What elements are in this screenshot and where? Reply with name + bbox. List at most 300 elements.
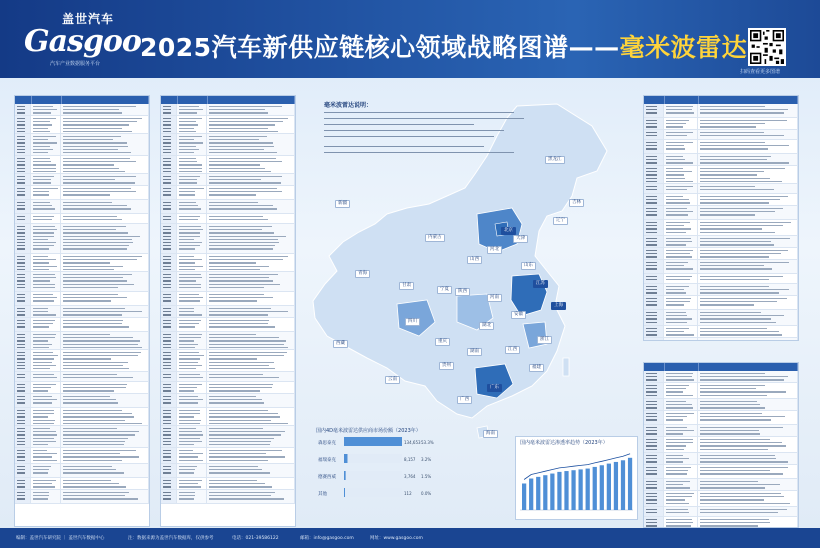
text-line <box>33 219 52 220</box>
supplier-cell <box>61 350 149 371</box>
supplier-cell <box>61 224 149 253</box>
province-label[interactable]: 湖北 <box>479 322 494 330</box>
table-row <box>161 426 295 448</box>
text-line <box>666 388 686 389</box>
text-line <box>63 152 131 153</box>
supplier-cell <box>31 426 61 447</box>
text-line <box>17 242 25 243</box>
text-line <box>700 340 765 341</box>
text-line <box>33 294 53 295</box>
text-line <box>700 159 767 160</box>
gasgoo-logo[interactable] <box>22 10 141 70</box>
text-line <box>33 438 54 439</box>
province-label[interactable]: 宁夏 <box>437 286 452 294</box>
text-line <box>700 467 788 468</box>
text-line <box>209 171 271 172</box>
text-line <box>17 337 25 338</box>
category-cell <box>15 318 31 331</box>
text-line <box>63 128 122 129</box>
category-cell <box>161 254 177 271</box>
text-line <box>63 413 132 414</box>
text-line <box>33 355 58 356</box>
text-line <box>33 323 53 324</box>
category-cell <box>15 224 31 253</box>
text-line <box>700 404 760 405</box>
text-line <box>63 232 128 233</box>
table-row <box>161 156 295 174</box>
province-label[interactable]: 山东 <box>521 262 536 270</box>
text-line <box>63 297 127 298</box>
poster-title <box>140 28 747 64</box>
text-line <box>700 430 759 431</box>
supplier-cell <box>664 140 698 153</box>
text-line <box>700 373 765 374</box>
supplier-cell <box>31 448 61 463</box>
text-line <box>17 269 25 270</box>
text-line <box>209 191 282 192</box>
text-line <box>33 402 52 403</box>
category-cell <box>161 224 177 253</box>
text-line <box>179 256 194 257</box>
text-line <box>17 300 25 301</box>
text-line <box>179 423 200 424</box>
text-line <box>63 136 121 137</box>
text-line <box>700 315 784 316</box>
text-line <box>700 379 784 380</box>
province-label[interactable]: 西藏 <box>333 340 348 348</box>
table-row <box>15 464 149 478</box>
text-line <box>700 174 757 175</box>
supplier-cell <box>177 306 207 317</box>
market-value: 8,157 <box>404 457 416 462</box>
market-chart-title: 国内4D毫米波雷达供应商市场份额（2023年） <box>316 428 421 434</box>
supplier-cell <box>698 399 798 410</box>
text-line <box>646 244 657 245</box>
market-value: 134,653 <box>404 440 421 445</box>
text-line <box>666 268 693 269</box>
supplier-cell <box>664 118 698 129</box>
text-line <box>33 106 53 107</box>
province-label[interactable]: 内蒙古 <box>425 234 445 242</box>
text-line <box>33 314 56 315</box>
text-line <box>17 431 25 432</box>
text-line <box>17 326 25 327</box>
text-line <box>700 171 764 172</box>
province-label[interactable]: 浙江 <box>537 336 552 344</box>
province-label[interactable]: 青海 <box>355 270 370 278</box>
text-line <box>209 109 265 110</box>
text-line <box>646 199 657 200</box>
province-label[interactable]: 天津 <box>513 235 528 243</box>
market-bar-track <box>344 471 402 480</box>
text-line <box>646 419 657 420</box>
text-line <box>666 171 692 172</box>
table-row <box>644 399 798 411</box>
province-label[interactable]: 北京 <box>501 227 516 235</box>
province-label[interactable]: 安徽 <box>511 311 526 319</box>
category-cell <box>161 350 177 371</box>
text-line <box>700 178 770 179</box>
text-line <box>33 413 54 414</box>
supplier-cell <box>664 507 698 516</box>
table-row <box>161 350 295 372</box>
text-line <box>179 280 196 281</box>
province-label[interactable]: 海南 <box>483 430 498 438</box>
table-row <box>644 220 798 236</box>
text-line <box>209 128 268 129</box>
category-cell <box>15 478 31 489</box>
province-label[interactable]: 广东 <box>487 384 502 392</box>
text-line <box>666 238 691 239</box>
table-header <box>644 363 798 371</box>
text-line <box>209 284 280 285</box>
text-line <box>179 390 194 391</box>
text-line <box>666 318 692 319</box>
text-line <box>179 365 202 366</box>
supplier-cell <box>698 166 798 183</box>
supplier-cell <box>31 272 61 291</box>
text-line <box>63 308 125 309</box>
text-line <box>63 431 139 432</box>
text-line <box>646 202 657 203</box>
text-line <box>179 179 197 180</box>
text-line <box>33 124 52 125</box>
text-line <box>33 158 50 159</box>
text-line <box>700 328 767 329</box>
category-cell <box>15 382 31 393</box>
text-line <box>209 297 273 298</box>
text-line <box>179 229 203 230</box>
text-line <box>33 287 55 288</box>
category-cell <box>161 306 177 317</box>
text-line <box>179 131 196 132</box>
text-line <box>17 347 25 348</box>
supplier-cell <box>664 274 698 283</box>
table-row <box>644 383 798 399</box>
text-line <box>209 434 281 435</box>
text-line <box>179 420 201 421</box>
text-line <box>209 334 256 335</box>
supplier-cell <box>61 382 149 393</box>
supplier-cell <box>31 490 61 503</box>
province-label[interactable]: 江苏 <box>533 280 548 288</box>
table-row <box>644 104 798 118</box>
text-line <box>33 441 56 442</box>
supplier-cell <box>31 372 61 381</box>
text-line <box>666 503 689 504</box>
text-line <box>646 268 657 269</box>
text-line <box>700 186 755 187</box>
text-line <box>646 109 657 110</box>
text-line <box>33 136 56 137</box>
trend-bar <box>593 467 597 510</box>
province-label[interactable]: 河北 <box>487 246 502 254</box>
text-line <box>666 481 690 482</box>
text-line <box>666 419 683 420</box>
province-label[interactable]: 上海 <box>551 302 566 310</box>
text-line <box>33 384 56 385</box>
text-line <box>179 483 198 484</box>
text-line <box>17 486 25 487</box>
text-line <box>33 308 48 309</box>
text-line <box>646 484 657 485</box>
table-row <box>161 224 295 254</box>
category-cell <box>15 306 31 317</box>
text-line <box>17 320 25 321</box>
text-line <box>63 469 116 470</box>
category-cell <box>15 332 31 349</box>
supplier-cell <box>177 186 207 199</box>
province-label[interactable]: 陕西 <box>455 288 470 296</box>
text-line <box>63 112 122 113</box>
supplier-table-right-2 <box>643 362 799 528</box>
text-line <box>179 399 203 400</box>
text-line <box>33 410 54 411</box>
footer-website[interactable]: 网址：www.gasgoo.com <box>370 536 423 541</box>
text-line <box>63 202 112 203</box>
supplier-cell <box>664 310 698 325</box>
text-line <box>17 344 25 345</box>
text-line <box>17 139 25 140</box>
text-line <box>646 148 657 149</box>
table-row <box>644 296 798 310</box>
text-line <box>700 439 770 440</box>
text-line <box>17 402 25 403</box>
market-row-label: 福瑞泰克 <box>318 458 336 463</box>
text-line <box>17 216 25 217</box>
category-cell <box>644 453 664 464</box>
text-line <box>33 423 54 424</box>
province-label[interactable]: 广西 <box>457 396 472 404</box>
penetration-trend-chart <box>515 436 638 520</box>
text-line <box>179 121 196 122</box>
supplier-cell <box>207 394 295 407</box>
text-line <box>179 438 200 439</box>
text-line <box>63 337 133 338</box>
text-line <box>179 248 195 249</box>
text-line <box>209 131 278 132</box>
supplier-cell <box>698 326 798 337</box>
category-cell <box>644 220 664 235</box>
text-line <box>666 178 685 179</box>
supplier-cell <box>177 156 207 173</box>
text-line <box>646 385 657 386</box>
text-line <box>666 106 693 107</box>
text-line <box>179 347 195 348</box>
text-line <box>179 466 197 467</box>
text-line <box>666 199 689 200</box>
market-bar <box>344 437 402 446</box>
supplier-cell <box>698 260 798 273</box>
text-line <box>700 484 780 485</box>
table-row <box>161 186 295 200</box>
supplier-cell <box>207 332 295 349</box>
text-line <box>700 376 788 377</box>
supplier-cell <box>698 248 798 259</box>
province-label[interactable]: 湖南 <box>467 348 482 356</box>
table-row <box>15 350 149 372</box>
text-line <box>33 340 48 341</box>
supplier-table-right-1 <box>643 95 799 341</box>
table-row <box>644 425 798 437</box>
text-line <box>179 469 195 470</box>
text-line <box>646 427 657 428</box>
text-line <box>646 289 657 290</box>
text-line <box>63 274 132 275</box>
text-line <box>63 362 128 363</box>
text-line <box>163 358 171 359</box>
text-line <box>209 413 278 414</box>
province-label[interactable]: 四川 <box>405 318 420 326</box>
text-line <box>209 486 272 487</box>
category-cell <box>15 200 31 213</box>
text-line <box>33 450 47 451</box>
province-label[interactable]: 山西 <box>467 256 482 264</box>
text-line <box>63 191 136 192</box>
category-cell <box>644 260 664 273</box>
text-line <box>646 315 657 316</box>
table-row <box>15 448 149 464</box>
supplier-cell <box>61 306 149 317</box>
text-line <box>63 352 141 353</box>
category-cell <box>644 140 664 153</box>
text-line <box>33 168 56 169</box>
supplier-cell <box>207 318 295 331</box>
qr-code-icon[interactable] <box>748 28 786 66</box>
text-line <box>17 202 25 203</box>
text-line <box>163 384 171 385</box>
province-label[interactable]: 重庆 <box>435 338 450 346</box>
legend-line-3 <box>324 124 474 125</box>
text-line <box>163 202 171 203</box>
text-line <box>179 109 203 110</box>
supplier-cell <box>61 464 149 477</box>
text-line <box>646 126 657 127</box>
market-share: 1.5% <box>421 474 432 479</box>
text-line <box>17 236 25 237</box>
text-line <box>33 242 56 243</box>
text-line <box>163 248 171 249</box>
text-line <box>646 132 657 133</box>
table-row <box>161 272 295 292</box>
text-line <box>179 208 201 209</box>
text-line <box>209 146 274 147</box>
text-line <box>63 374 117 375</box>
text-line <box>666 496 692 497</box>
text-line <box>646 512 657 513</box>
province-label[interactable]: 黑龙江 <box>545 156 565 164</box>
province-label[interactable]: 新疆 <box>335 200 350 208</box>
text-line <box>700 126 756 127</box>
text-line <box>17 248 25 249</box>
text-line <box>646 253 657 254</box>
text-line <box>163 486 171 487</box>
province-label[interactable]: 辽宁 <box>553 217 568 225</box>
text-line <box>33 453 57 454</box>
supplier-cell <box>664 411 698 424</box>
text-line <box>666 298 691 299</box>
text-line <box>163 182 171 183</box>
table-row <box>15 394 149 408</box>
supplier-cell <box>664 437 698 452</box>
text-line <box>17 226 25 227</box>
supplier-cell <box>664 338 698 341</box>
province-label[interactable]: 贵州 <box>439 362 454 370</box>
category-cell <box>644 166 664 183</box>
text-line <box>209 399 262 400</box>
text-line <box>666 202 690 203</box>
supplier-cell <box>664 326 698 337</box>
text-line <box>33 208 55 209</box>
text-line <box>700 132 764 133</box>
text-line <box>33 428 50 429</box>
text-line <box>33 456 52 457</box>
text-line <box>63 262 110 263</box>
text-line <box>63 396 110 397</box>
text-line <box>17 118 25 119</box>
category-cell <box>644 104 664 117</box>
text-line <box>63 320 123 321</box>
supplier-cell <box>664 491 698 506</box>
text-line <box>179 456 198 457</box>
text-line <box>646 503 657 504</box>
text-line <box>209 428 263 429</box>
text-line <box>700 276 783 277</box>
text-line <box>163 314 171 315</box>
province-label[interactable]: 福建 <box>529 364 544 372</box>
text-line <box>17 413 25 414</box>
text-line <box>17 399 25 400</box>
text-line <box>33 320 55 321</box>
province-label[interactable]: 甘肃 <box>399 282 414 290</box>
text-line <box>209 239 278 240</box>
text-line <box>17 208 25 209</box>
text-line <box>17 495 25 496</box>
text-line <box>209 387 272 388</box>
text-line <box>17 480 25 481</box>
text-line <box>700 503 790 504</box>
text-line <box>17 428 25 429</box>
province-label[interactable]: 江西 <box>505 346 520 354</box>
text-line <box>179 428 196 429</box>
text-line <box>163 300 171 301</box>
footer-email[interactable]: 邮箱：info@gasgoo.com <box>300 536 354 541</box>
text-line <box>700 512 778 513</box>
province-label[interactable]: 云南 <box>385 376 400 384</box>
text-line <box>163 239 171 240</box>
text-line <box>646 496 657 497</box>
province-label[interactable]: 吉林 <box>569 199 584 207</box>
text-line <box>17 358 25 359</box>
table-header <box>644 96 798 104</box>
text-line <box>63 226 126 227</box>
text-line <box>646 525 657 526</box>
text-line <box>209 136 267 137</box>
text-line <box>163 176 171 177</box>
text-line <box>209 112 268 113</box>
province-label[interactable]: 河南 <box>487 294 502 302</box>
footer-editor: 编制：盖世汽车研究院 ｜ 盖世汽车数据中心 <box>16 536 105 541</box>
supplier-cell <box>31 306 61 317</box>
text-line <box>63 399 116 400</box>
text-line <box>163 256 171 257</box>
text-line <box>209 308 271 309</box>
text-line <box>33 248 49 249</box>
text-line <box>33 399 57 400</box>
text-line <box>33 236 54 237</box>
brand-name-en: Gasgoo <box>24 24 141 59</box>
supplier-cell <box>177 478 207 489</box>
